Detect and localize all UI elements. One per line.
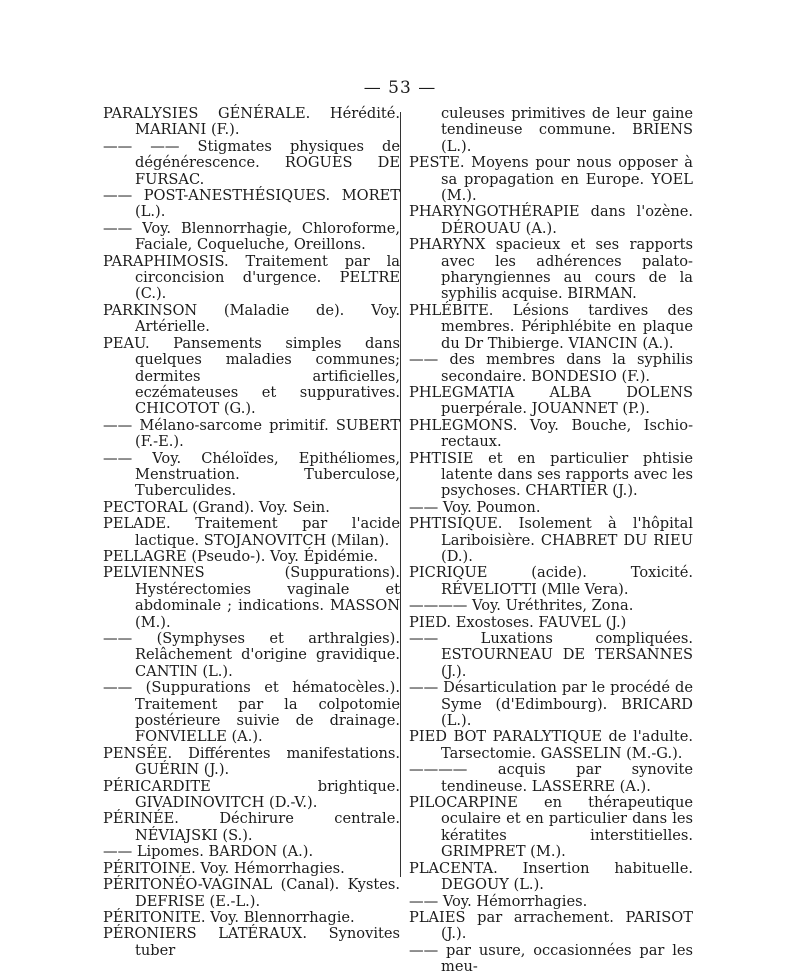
index-entry: PICRIQUE (acide). Toxicité. RÉVELIOTTI (Mlle Vera).: [409, 564, 693, 598]
index-entry: PIED. Exostoses. FAUVEL (J.): [409, 613, 627, 631]
index-entry: PHTISIQUE. Isolement à l'hôpital Lariboisière. CHABRET DU RIEU (D.).: [409, 515, 693, 565]
page-number: — 53 —: [363, 78, 437, 98]
index-entry: PILOCARPINE en thérapeutique oculaire et en particulier dans les kératites interstitielles. GRIMPRET (M.).: [409, 794, 693, 861]
index-entry: PÉRITONITE. Voy. Blennorrhagie.: [103, 908, 355, 926]
index-entry: —— (Suppurations et hématocèles.). Traitement par la colpotomie postérieure suivie de drainage. FONVIELLE (A.).: [103, 679, 400, 746]
index-entry: —— Mélano-sarcome primitif. SUBERT (F.-E.).: [103, 416, 400, 451]
index-entry: PLAIES par arrachement. PARISOT (J.).: [409, 908, 693, 943]
index-entry: PHTISIE et en particulier phtisie latente dans ses rapports avec les psychoses. CHARTIER (J.).: [409, 449, 693, 500]
index-entry: PHLÉBITE. Lésions tardives des membres. Périphlébite en plaque du Dr Thibierge. VIANCIN (A.).: [409, 301, 693, 352]
index-entry: PÉRITOINE. Voy. Hémorrhagies.: [103, 859, 345, 877]
index-entry: —— Voy. Blennorrhagie, Chloroforme, Faciale, Coqueluche, Oreillons.: [103, 219, 400, 254]
index-entry: PELLAGRE (Pseudo-). Voy. Épidémie.: [103, 547, 378, 565]
index-entry-continued: culeuses primitives de leur gaine tendineuse commune. BRIENS (L.).: [441, 105, 693, 155]
index-entry: PHARYNX spacieux et ses rapports avec les adhérences palato-pharyngiennes au cours de la syphilis acquise. BIRMAN.: [409, 236, 693, 303]
index-entry: PÉRONIERS LATÉRAUX. Synovites tuber: [103, 925, 400, 959]
index-entry: PHARYNGOTHÉRAPIE dans l'ozène. DÉROUAU (A.).: [409, 203, 693, 237]
index-entry: PENSÉE. Différentes manifestations. GUÉRIN (J.).: [103, 744, 400, 779]
index-entry: PARKINSON (Maladie de). Voy. Artérielle.: [103, 301, 400, 336]
index-entry: PECTORAL (Grand). Voy. Sein.: [103, 498, 330, 516]
index-entry: PHLEGMONS. Voy. Bouche, Ischio-rectaux.: [409, 416, 693, 451]
index-entry: —— Luxations compliquées. ESTOURNEAU DE TERSANNES (J.).: [409, 630, 693, 680]
index-entry: PLACENTA. Insertion habituelle. DEGOUY (L.).: [409, 859, 693, 894]
index-entry: —— Voy. Hémorrhagies.: [409, 892, 588, 910]
index-entry: —— Désarticulation par le procédé de Syme (d'Edimbourg). BRICARD (L.).: [409, 679, 693, 730]
index-entry: —— Voy. Chéloïdes, Epithéliomes, Menstruation. Tuberculose, Tuberculides.: [103, 449, 400, 500]
index-entry: —— —— Stigmates physiques de dégénérescence. ROGUES DE FURSAC.: [103, 137, 400, 188]
index-entry: —— Voy. Poumon.: [409, 498, 541, 516]
index-entry: ———— acquis par synovite tendineuse. LASSERRE (A.).: [409, 761, 693, 795]
index-entry: PARALYSIES GÉNÉRALE. Hérédité. MARIANI (F.).: [103, 105, 400, 139]
column-divider: [400, 112, 401, 877]
index-entry: PEAU. Pansements simples dans quelques maladies communes; dermites artificielles, eczémateuses et suppuratives. CHICOTOT (G.).: [103, 334, 400, 418]
index-entry: —— POST-ANESTHÉSIQUES. MORET (L.).: [103, 187, 400, 221]
index-entry: PARAPHIMOSIS. Traitement par la circoncision d'urgence. PELTRE (C.).: [103, 252, 400, 303]
right-column: [409, 106, 693, 976]
index-entry: ———— Voy. Uréthrites, Zona.: [409, 597, 634, 615]
index-entry: —— des membres dans la syphilis secondaire. BONDESIO (F.).: [409, 351, 693, 385]
index-entry: PÉRITONÉO-VAGINAL (Canal). Kystes. DEFRISE (E.-L.).: [103, 876, 400, 910]
index-entry: —— Lipomes. BARDON (A.).: [103, 843, 314, 861]
index-entry: PELADE. Traitement par l'acide lactique. STOJANOVITCH (Milan).: [103, 515, 400, 549]
left-column: [103, 106, 400, 959]
index-entry: PHLEGMATIA ALBA DOLENS puerpérale. JOUANNET (P.).: [409, 383, 693, 418]
index-entry: —— (Symphyses et arthralgies). Relâchement d'origine gravidique. CANTIN (L.).: [103, 630, 400, 680]
index-entry: PIED BOT PARALYTIQUE de l'adulte. Tarsectomie. GASSELIN (M.-G.).: [409, 728, 693, 762]
index-entry: PÉRINÉE. Déchirure centrale. NÉVIAJSKI (S.).: [103, 810, 400, 844]
index-entry: PÉRICARDITE brightique. GIVADINOVITCH (D.-V.).: [103, 777, 400, 812]
index-entry: PELVIENNES (Suppurations). Hystérectomies vaginale et abdominale ; indications. MASSON (M.).: [103, 564, 400, 631]
index-entry: —— par usure, occasionnées par les meu-: [409, 941, 693, 976]
index-entry: PESTE. Moyens pour nous opposer à sa propagation en Europe. YOEL (M.).: [409, 154, 693, 205]
